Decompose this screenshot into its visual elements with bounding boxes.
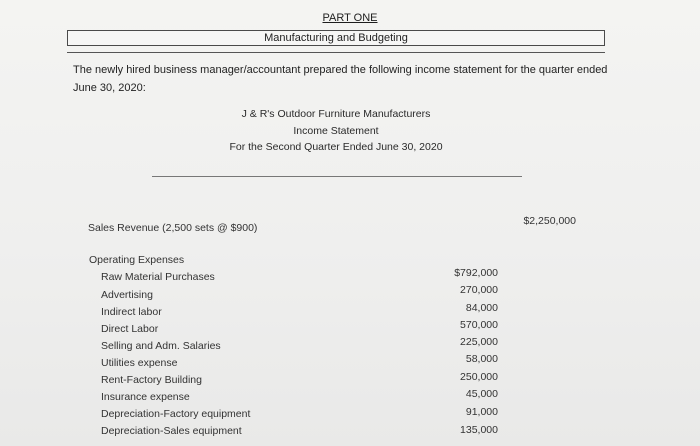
expense-value: 225,000 — [460, 336, 498, 348]
section-title: Manufacturing and Budgeting — [264, 32, 408, 44]
statement-name: Income Statement — [293, 125, 379, 137]
expense-value: 84,000 — [465, 302, 498, 314]
statement-rule — [152, 176, 522, 177]
section-title-box — [67, 30, 605, 46]
sales-revenue-value: $2,250,000 — [523, 215, 576, 227]
expense-value: 270,000 — [460, 284, 498, 296]
expense-label: Rent-Factory Building — [101, 374, 202, 386]
sales-revenue-label: Sales Revenue (2,500 sets @ $900) — [88, 222, 258, 234]
statement-company: J & R's Outdoor Furniture Manufacturers — [241, 108, 431, 120]
expense-label: Utilities expense — [101, 357, 178, 369]
expense-label: Depreciation-Factory equipment — [101, 408, 251, 420]
section-title-underline — [67, 52, 605, 53]
intro-paragraph: The newly hired business manager/accountant prepared the following income statement for the quarter ended June 30, 2020: — [73, 64, 608, 94]
expense-value: 250,000 — [460, 371, 498, 383]
statement-period: For the Second Quarter Ended June 30, 2020 — [229, 141, 443, 153]
expense-label: Depreciation-Sales equipment — [101, 425, 242, 437]
expense-value: 45,000 — [465, 388, 498, 400]
expense-label: Insurance expense — [101, 391, 190, 403]
expense-label: Indirect labor — [101, 306, 162, 318]
expense-value: 91,000 — [465, 406, 498, 418]
expense-value: 570,000 — [460, 319, 498, 331]
expense-label: Selling and Adm. Salaries — [101, 340, 221, 352]
expense-label: Raw Material Purchases — [101, 271, 215, 283]
part-title: PART ONE — [322, 12, 378, 24]
expense-value: $792,000 — [454, 267, 498, 279]
expense-label: Direct Labor — [101, 323, 159, 335]
expense-value: 58,000 — [465, 353, 498, 365]
expense-value: 135,000 — [460, 424, 498, 436]
expense-label: Advertising — [101, 289, 153, 301]
operating-expenses-heading: Operating Expenses — [89, 254, 185, 266]
